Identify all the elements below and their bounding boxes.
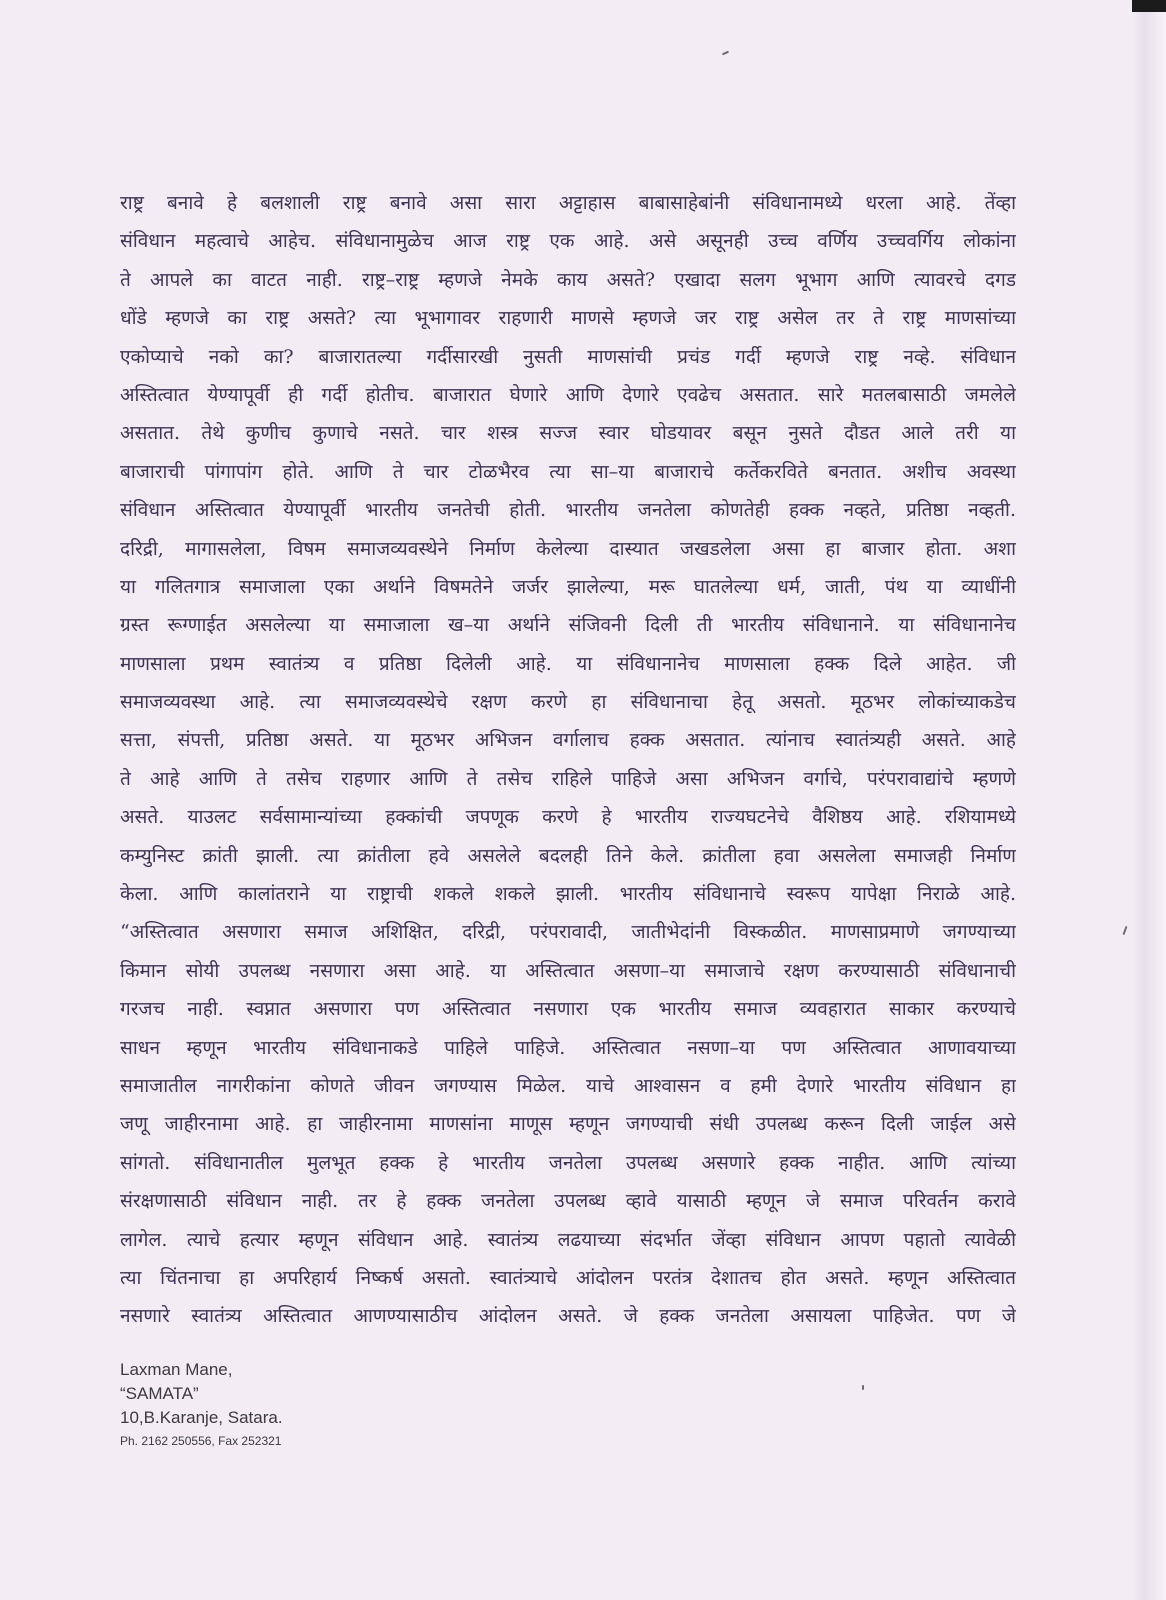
text-line: “अस्तित्वात असणारा समाज अशिक्षित, दरिद्री, परंपरावादी, जातीभेदांनी विस्कळीत. माणसाप्रमाणे जगण्याच्या (120, 921, 1016, 944)
scan-speck (1123, 926, 1128, 935)
text-line: समाजातील नागरीकांना कोणते जीवन जगण्यास मिळेल. याचे आश्वासन व हमी देणारे भारतीय संविधान हा (120, 1074, 1016, 1097)
text-line: सत्ता, संपत्ती, प्रतिष्ठा असते. या मूठभर अभिजन वर्गालाच हक्क असतात. त्यांनाच स्वातंत्र्यही असते. आहे (120, 729, 1016, 752)
body-paragraph (120, 184, 1016, 1336)
street-address: 10,B.Karanje, Satara. (120, 1408, 283, 1427)
text-line: बाजाराची पांगापांग होते. आणि ते चार टोळभैरव त्या सा–या बाजाराचे कर्तेकरविते बनतात. अशीच अवस्था (120, 460, 1016, 483)
text-line: त्या चिंतनाचा हा अपरिहार्य निष्कर्ष असतो. स्वातंत्र्याचे आंदोलन परतंत्र देशातच होत असते. म्हणून अस्तित्वात (120, 1266, 1016, 1289)
text-line: ते आहे आणि ते तसेच राहणार आणि ते तसेच राहिले पाहिजे असा अभिजन वर्गाचे, परंपरावाद्यांचे म्हणणे (120, 767, 1016, 790)
text-line: असते. याउलट सर्वसामान्यांच्या हक्कांची जपणूक करणे हे भारतीय राज्यघटनेचे वैशिष्ठय आहे. रशियामध्ये (120, 806, 1016, 829)
text-line: केला. आणि कालांतराने या राष्ट्राची शकले शकले झाली. भारतीय संविधानाचे स्वरूप यापेक्षा निराळे आहे. (120, 883, 1016, 906)
text-line: सांगतो. संविधानातील मुलभूत हक्क हे भारतीय जनतेला उपलब्ध असणारे हक्क नाहीत. आणि त्यांच्या (120, 1151, 1016, 1174)
text-line: किमान सोयी उपलब्ध नसणारा असा आहे. या अस्तित्वात असणा–या समाजाचे रक्षण करण्यासाठी संविधानाची (120, 959, 1016, 982)
text-line: संरक्षणासाठी संविधान नाही. तर हे हक्क जनतेला उपलब्ध व्हावे यासाठी म्हणून जे समाज परिवर्तन करावे (120, 1190, 1016, 1213)
text-line: गरजच नाही. स्वप्नात असणारा पण अस्तित्वात नसणारा एक भारतीय समाज व्यवहारात साकार करण्याचे (120, 998, 1016, 1021)
text-line: ते आपले का वाटत नाही. राष्ट्र–राष्ट्र म्हणजे नेमके काय असते? एखादा सलग भूभाग आणि त्यावरचे दगड (120, 268, 1016, 291)
text-line: दरिद्री, मागासलेला, विषम समाजव्यवस्थेने निर्माण केलेल्या दास्यात जखडलेला असा हा बाजार होता. अशा (120, 537, 1016, 560)
author-address-block (120, 1358, 283, 1452)
text-line: कम्युनिस्ट क्रांती झाली. त्या क्रांतीला हवे असलेले बदलही तिने केले. क्रांतीला हवा असलेला समाजही निर्माण (120, 844, 1016, 867)
text-line: जणू जाहीरनामा आहे. हा जाहीरनामा माणसांना माणूस म्हणून जगण्याची संधी उपलब्ध करून दिली जाईल असे (120, 1113, 1016, 1136)
text-line: या गलितगात्र समाजाला एका अर्थाने विषमतेने जर्जर झालेल्या, मरू घातलेल्या धर्म, जाती, पंथ या व्याधींनी (120, 575, 1016, 598)
scan-speck (862, 1385, 864, 1390)
text-line: एकोप्याचे नको का? बाजारातल्या गर्दीसारखी नुसती माणसांची प्रचंड गर्दी म्हणजे राष्ट्र नव्हे. संविधान (120, 345, 1016, 368)
text-line: असतात. तेथे कुणीच कुणाचे नसते. चार शस्त्र सज्ज स्वार घोडयावर बसून नुसते दौडत आले तरी या (120, 422, 1016, 445)
page-edge-shadow (1132, 0, 1166, 1600)
author-name: Laxman Mane, (120, 1360, 233, 1379)
scan-corner-mark (1132, 0, 1166, 12)
text-line: समाजव्यवस्था आहे. त्या समाजव्यवस्थेचे रक्षण करणे हा संविधानाचा हेतू असतो. मूठभर लोकांच्याकडेच (120, 691, 1016, 714)
text-line: ग्रस्त रूग्णाईत असलेल्या या समाजाला ख–या अर्थाने संजिवनी दिली ती भारतीय संविधानाने. या संविधानानेच (120, 614, 1016, 637)
text-line: राष्ट्र बनावे हे बलशाली राष्ट्र बनावे असा सारा अट्टाहास बाबासाहेबांनी संविधानामध्ये धरला आहे. तेंव्हा (120, 192, 1016, 214)
text-line: नसणारे स्वातंत्र्य अस्तित्वात आणण्यासाठीच आंदोलन असते. जे हक्क जनतेला असायला पाहिजेत. पण जे (120, 1305, 1016, 1328)
phone-fax: Ph. 2162 250556, Fax 252321 (120, 1434, 282, 1448)
text-line: लागेल. त्याचे हत्यार म्हणून संविधान आहे. स्वातंत्र्य लढयाच्या संदर्भात जेंव्हा संविधान आपण पहातो त्यावेळी (120, 1228, 1016, 1251)
text-line: साधन म्हणून भारतीय संविधानाकडे पाहिले पाहिजे. अस्तित्वात नसणा–या पण अस्तित्वात आणावयाच्या (120, 1036, 1016, 1059)
scan-speck (722, 51, 729, 56)
text-line: धोंडे म्हणजे का राष्ट्र असते? त्या भूभागावर राहणारी माणसे म्हणजे जर राष्ट्र असेल तर ते राष्ट्र माणसांच्या (120, 307, 1016, 330)
text-line: संविधान महत्वाचे आहेच. संविधानामुळेच आज राष्ट्र एक आहे. असे असूनही उच्च वर्णिय उच्चवर्गिय लोकांना (120, 230, 1016, 253)
text-line: अस्तित्वात येण्यापूर्वी ही गर्दी होतीच. बाजारात घेणारे आणि देणारे एवढेच असतात. सारे मतलबासाठी जमलेले (120, 383, 1016, 406)
house-name: “SAMATA” (120, 1384, 199, 1403)
text-line: संविधान अस्तित्वात येण्यापूर्वी भारतीय जनतेची होती. भारतीय जनतेला कोणतेही हक्क नव्हते, प्रतिष्ठा नव्हती. (120, 499, 1016, 522)
text-line: माणसाला प्रथम स्वातंत्र्य व प्रतिष्ठा दिलेली आहे. या संविधानानेच माणसाला हक्क दिले आहेत. जी (120, 652, 1016, 675)
